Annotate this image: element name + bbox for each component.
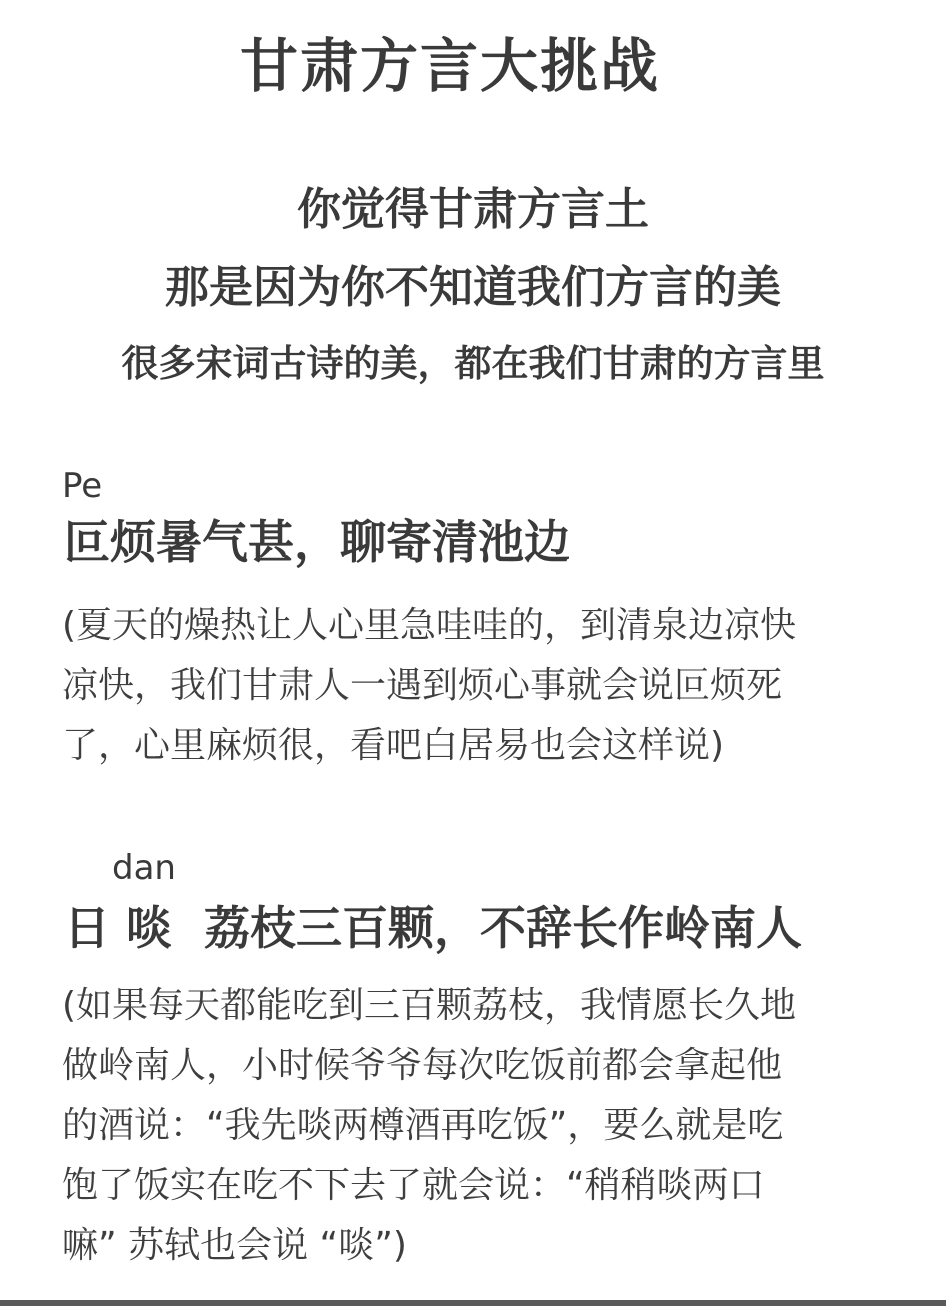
entry-1-pinyin: Pe (62, 466, 103, 506)
entry-1-explanation-line: 凉快，我们甘肃人一遇到烦心事就会说叵烦死 (62, 665, 783, 706)
entry-2-explanation-line: 嘛” 苏轼也会说 “啖”) (62, 1225, 407, 1266)
entry-2-pinyin: dan (112, 848, 176, 888)
entry-1-explanation (62, 596, 902, 776)
entry-2-explanation (62, 976, 902, 1276)
entry-1-explanation-line: 了，心里麻烦很，看吧白居易也会这样说) (62, 725, 725, 766)
entry-2-explanation-line: 饱了饭实在吃不下去了就会说：“稍稍啖两口 (62, 1165, 765, 1206)
entry-2-explanation-line: (如果每天都能吃到三百颗荔枝，我情愿长久地 (62, 985, 797, 1026)
entry-1-verse: 叵烦暑气甚，聊寄清池边 (64, 515, 570, 569)
bottom-divider (0, 1300, 946, 1306)
entry-2-explanation-line: 做岭南人，小时候爷爷每次吃饭前都会拿起他 (62, 1045, 783, 1086)
intro-line-3: 很多宋词古诗的美，都在我们甘肃的方言里 (121, 342, 825, 385)
entry-1-explanation-line: (夏天的燥热让人心里急哇哇的，到清泉边凉快 (62, 605, 797, 646)
intro-line-2: 那是因为你不知道我们方言的美 (165, 262, 781, 313)
entry-2-explanation-line: 的酒说：“我先啖两樽酒再吃饭”，要么就是吃 (62, 1105, 784, 1146)
page-title: 甘肃方言大挑战 (239, 32, 660, 100)
entry-2-verse: 日 啖 荔枝三百颗，不辞长作岭南人 (64, 901, 803, 955)
intro-line-1: 你觉得甘肃方言土 (297, 184, 649, 235)
